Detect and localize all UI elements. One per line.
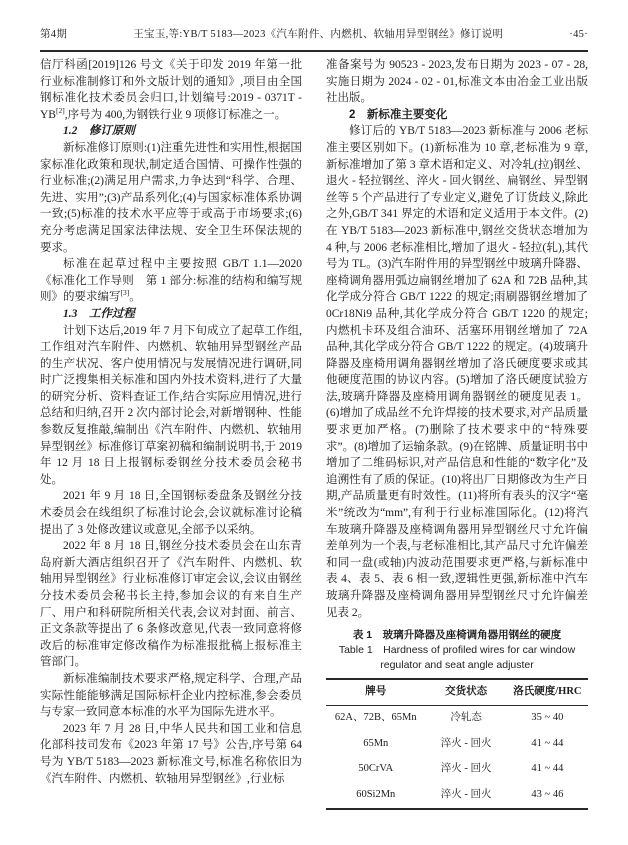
cell-grade: 65Mn [363,737,389,749]
column-header-grade: 牌号 [326,679,426,705]
cell-state: 淬火 - 回火 [440,763,492,775]
cell-grade: 62A、72B、65Mn [334,712,417,724]
header-rule [40,50,588,52]
cell-hardness: 35 ~ 40 [531,712,564,724]
issue-label: 第4期 [40,29,68,40]
table1-caption-en-line1: Table 1 Hardness of profiled wires for car window [338,644,576,657]
paragraph: 2023 年 7 月 28 日,中华人民共和国工业和信息化部科技司发布《2023 年第 17 号》公告,序号第 64 号为 YB/T 5183—2023 新标准文号,标准名称依旧为《汽车附件、内燃机、软轴用异型钢丝》,行业标 [40,722,302,785]
paragraph-text: 信厅科函[2019]126 号文《关于印发 2019 年第一批行业标准制修订和外文版计划的通知》,项目由全国钢标准化技术委员会归口,计划编号:2019 - 0371T - YB [40,59,302,121]
citation-superscript: [2] [55,105,65,115]
cell-state: 冷轧态 [450,712,482,724]
section-heading-2: 2 新标准主要变化 [349,108,448,121]
paragraph: 新标准编制技术要求严格,规定科学、合理,产品实际性能能够满足国际标杆企业内控标准,参会委员与专家一致同意本标准的水平为国际先进水平。 [40,672,302,719]
right-column [326,57,588,810]
paragraph: 2022 年 8 月 18 日,钢丝分技术委员会在山东青岛府新大酒店组织召开了《汽车附件、内燃机、软轴用异型钢丝》行业标准修订审定会议,会议由钢丝分技术委员会秘书长主持,参加会议的有来自生产厂、用户和科研院所相关代表,会议对封面、前言、正文条款等提出了 6 条修改意见,代表一致同意将修改后的标准审定修改稿作为标准报批稿上报标准主管部门。 [40,540,302,669]
paragraph-text: 标准在起草过程中主要按照 GB/T 1.1—2020《标准化工作导则 第 1 部分:标准的结构和编写规则》的要求编写 [40,258,302,304]
text-columns [40,57,588,810]
table-row [326,705,588,731]
subsection-heading-1-2: 1.2 修订原则 [63,125,135,138]
table1-caption-zh: 表 1 玻璃升降器及座椅调角器用钢丝的硬度 [352,629,562,642]
paragraph: 新标准修订原则:(1)注重先进性和实用性,根据国家标准化政策和现状,制定适合国情、可操作性强的行业标准;(2)满足用户需求,力争达到“科学、合理、先进、实用”;(3)产品系列化;(4)与国家标准体系协调一致;(5)标准的技术水平应等于或高于市场要求;(6)充分考虑满足国家法律法规、安全卫生环保法规的要求。 [40,141,302,254]
left-column [40,57,302,810]
citation-superscript: [3] [120,288,130,298]
paragraph [40,57,302,123]
running-head [40,26,588,41]
page-number: ·45· [569,29,588,40]
paragraph: 修订后的 YB/T 5183—2023 新标准与 2006 老标准主要区别如下。(1)新标准为 10 章,老标准为 9 章,新标准增加了第 3 章术语和定义、对冷轧(拉)钢丝、退火 - 轻拉钢丝、淬火 - 回火钢丝、扁钢丝、异型钢丝等 5 个产品进行了专业定义,避免了订货歧义,除此之外,GB/T 341 界定的术语和定义适用于本文件。(2)在 YB/T 5183—2023 新标准中,钢丝交货状态增加为 4 种,与 2006 老标准相比,增加了退火 - 轻拉(轧),其代号为 TL。(3)汽车附件用的异型钢丝中玻璃升降器、座椅调角器用弧边扁钢丝增加了 62A 和 72B 品种,其化学成分符合 GB/T 1222 的规定;雨刷器钢丝增加了 0Cr18Ni9 品种,其化学成分符合 GB/T 1220 的规定;内燃机卡环及组合油环、活塞环用钢丝增加了 72A 品种,其化学成分符合 GB/T 1222 的规定。(4)玻璃升降器及座椅用调角器钢丝增加了洛氏硬度要求或其他硬度范围的协议内容。(5)增加了洛氏硬度试验方法,玻璃升降器及座椅用调角器钢丝的硬度见表 1。(6)增加了成品丝不允许焊接的技术要求,对产品质量要求更加严格。(7)删除了技术要求中的“特殊要求”。(8)增加了运输条款。(9)在铭牌、质量证明书中增加了二维码标识,对产品信息和性能的“数字化”及追溯性有了质的保证。(10)将出厂日期修改为生产日期,产品质量更有时效性。(11)将所有表头的汉字“毫米”统改为“mm”,有利于行业标准国际化。(12)将汽车玻璃升降器及座椅调角器用异型钢丝尺寸允许偏差单列为一个表,与老标准相比,其产品尺寸允许偏差和同一盘(或轴)内波动范围要求更严格,与新标准中表 4、表 5、表 6 相一致,逻辑性更强,新标准中汽车玻璃升降器及座椅调角器用异型钢丝尺寸允许偏差见表 2。 [326,125,588,619]
hardness-table [326,678,588,810]
subsection-heading-1-3: 1.3 工作过程 [63,307,135,320]
paragraph-text: 。 [129,291,141,304]
cell-grade: 60Si2Mn [356,789,396,801]
cell-hardness: 41 ~ 44 [531,763,564,775]
table-header-row [326,679,588,705]
column-header-delivery-state: 交货状态 [426,679,507,705]
paragraph-text: ,序号为 400,为钢铁行业 9 项修订标准之一。 [64,108,287,121]
table-row [326,757,588,783]
cell-hardness: 43 ~ 46 [531,789,564,801]
table1-caption-en-line2: regulator and seat angle adjuster [380,659,534,672]
cell-state: 淬火 - 回火 [440,789,492,801]
column-header-hardness: 洛氏硬度/HRC [507,679,588,705]
cell-hardness: 41 ~ 44 [531,737,564,749]
table-row [326,783,588,810]
paragraph: 2021 年 9 月 18 日,全国钢标委盘条及钢丝分技术委员会在线组织了标准讨论会,会议就标准讨论稿提出了 3 处修改建议或意见,全部予以采纳。 [40,490,302,536]
cell-grade: 50CrVA [358,763,394,775]
running-title: 王宝玉,等:YB/T 5183—2023《汽车附件、内燃机、软轴用异型钢丝》修订说明 [133,29,504,40]
paragraph: 准备案号为 90523 - 2023,发布日期为 2023 - 07 - 28,实施日期为 2024 - 02 - 01,标准文本由冶金工业出版社出版。 [326,59,588,105]
table-row [326,731,588,757]
paragraph: 计划下达后,2019 年 7 月下旬成立了起草工作组,工作组对汽车附件、内燃机、软轴用异型钢丝产品的生产状况、客户使用情况与发展情况进行调研,同时广泛搜集相关标准和国内外技术资料,进行了大量的研究分析、资料查证工作,结合实际应用情况,进行总结和归纳,召开 2 次内部讨论会,对新增钢种、性能参数反复推敲,编制出《汽车附件、内燃机、软轴用异型钢丝》标准修订草案初稿和编制说明书,于 2019 年 12 月 18 日上报钢标委钢丝分技术委员会秘书处。 [40,324,302,486]
paragraph [40,256,302,306]
cell-state: 淬火 - 回火 [440,737,492,749]
